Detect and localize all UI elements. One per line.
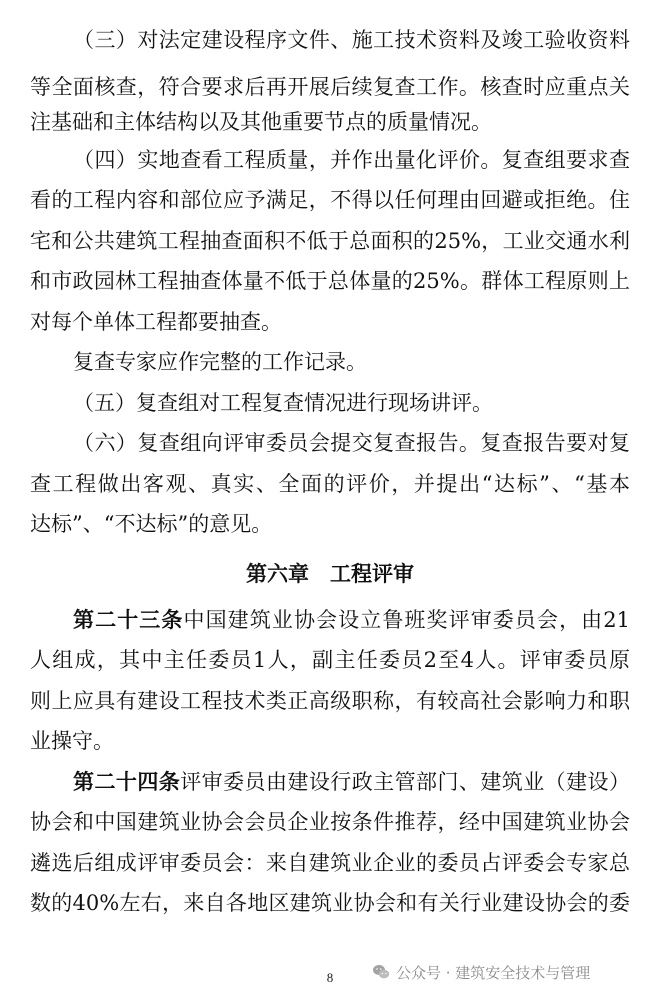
article-24-line-3: 遴选后组成评审委员会：来自建筑业企业的委员占评委会专家总: [30, 851, 630, 875]
paragraph-6-line-1: （六）复查组向评审委员会提交复查报告。复查报告要对复: [73, 431, 630, 455]
paragraph-6-line-2: 查工程做出客观、真实、全面的评价，并提出“达标”、“基本: [30, 472, 630, 496]
article-23-line-3: 则上应具有建设工程技术类正高级职称，有较高社会影响力和职: [30, 689, 630, 713]
chapter-heading: 第六章 工程评审: [246, 562, 414, 586]
paragraph-3-line-1: （三）对法定建设程序文件、施工技术资料及竣工验收资料: [73, 28, 630, 52]
paragraph-3-line-3: 注基础和主体结构以及其他重要节点的质量情况。: [30, 110, 492, 134]
paragraph-4-line-3: 宅和公共建筑工程抽查面积不低于总面积的25%，工业交通水利: [30, 229, 630, 253]
watermark: [372, 959, 590, 985]
wechat-icon: [372, 964, 390, 980]
paragraph-4-line-1: （四）实地查看工程质量，并作出量化评价。复查组要求查: [73, 148, 630, 172]
article-23-line-4: 业操守。: [30, 729, 114, 753]
article-23-first-line-text: 中国建筑业协会设立鲁班奖评审委员会，由21: [183, 608, 630, 632]
paragraph-4-line-2: 看的工程内容和部位应予满足，不得以任何理由回避或拒绝。住: [30, 188, 630, 212]
article-23-line-2: 人组成，其中主任委员1人，副主任委员2至4人。评审委员原: [30, 648, 630, 672]
article-23-label: 第二十三条: [73, 608, 184, 632]
article-23-line-1: [73, 608, 630, 632]
paragraph-record-line: 复查专家应作完整的工作记录。: [73, 350, 367, 374]
article-24-line-2: 协会和中国建筑业协会会员企业按条件推荐，经中国建筑业协会: [30, 810, 630, 834]
article-24-first-line-text: 评审委员由建设行政主管部门、建筑业（建设）: [180, 770, 630, 794]
watermark-text: 公众号 · 建筑安全技术与管理: [396, 963, 591, 982]
paragraph-3-line-2: 等全面核查，符合要求后再开展后续复查工作。核查时应重点关: [30, 75, 630, 99]
paragraph-4-line-4: 和市政园林工程抽查体量不低于总体量的25%。群体工程原则上: [30, 269, 630, 293]
paragraph-6-line-3: 达标”、“不达标”的意见。: [30, 512, 273, 536]
article-24-label: 第二十四条: [73, 770, 181, 794]
paragraph-5-line: （五）复查组对工程复查情况进行现场讲评。: [73, 391, 493, 415]
article-24-line-4: 数的40%左右，来自各地区建筑业协会和有关行业建设协会的委: [30, 891, 630, 915]
article-24-line-1: [73, 770, 630, 794]
paragraph-4-line-5: 对每个单体工程都要抽查。: [30, 310, 282, 334]
page-number: 8: [326, 970, 334, 985]
